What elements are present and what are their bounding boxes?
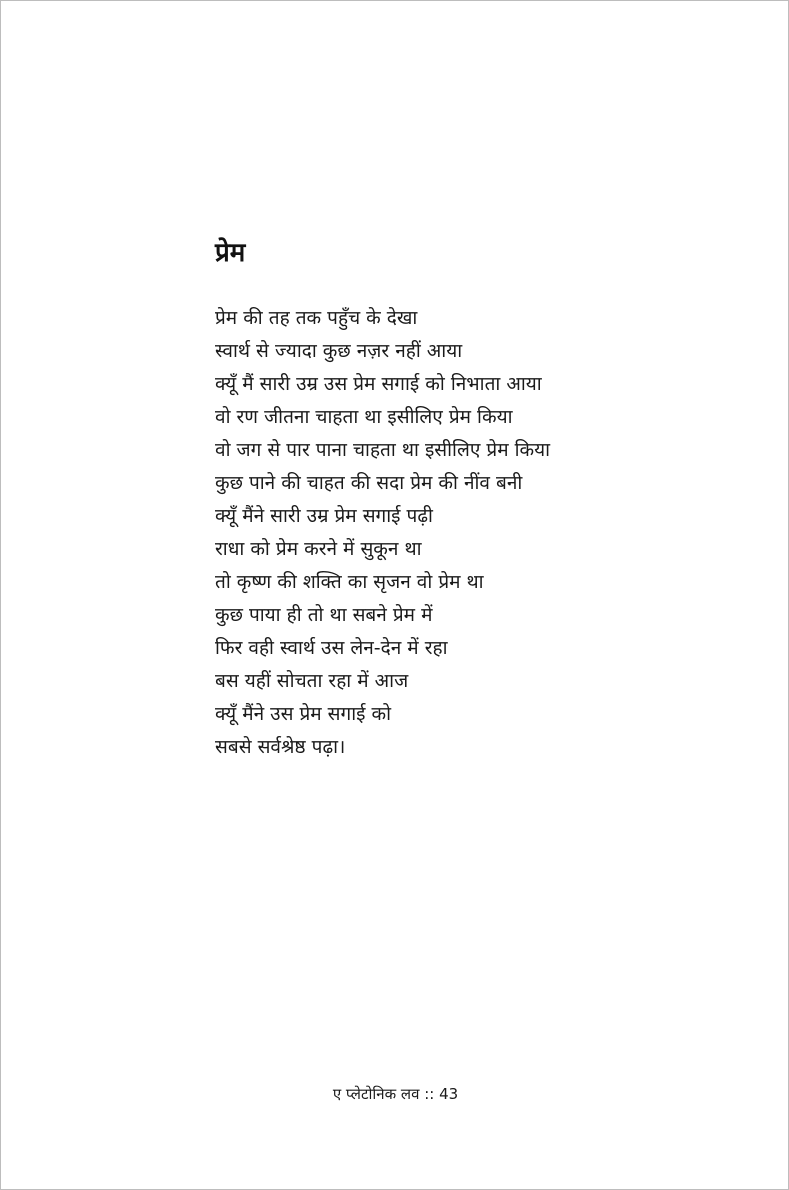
poem-line: प्रेम की तह तक पहुँच के देखा: [215, 307, 418, 329]
poem-line: वो जग से पार पाना चाहता था इसीलिए प्रेम किया: [215, 439, 551, 461]
poem-line: राधा को प्रेम करने में सुकून था: [215, 538, 422, 560]
poem-title: प्रेम: [215, 238, 246, 268]
poem-line: कुछ पाया ही तो था सबने प्रेम में: [215, 604, 433, 626]
poem-line: क्यूँ मैं सारी उम्र उस प्रेम सगाई को निभाता आया: [215, 373, 542, 395]
poem-line: बस यहीं सोचता रहा में आज: [215, 670, 409, 692]
poem-line: स्वार्थ से ज्यादा कुछ नज़र नहीं आया: [215, 340, 463, 362]
poem-line: कुछ पाने की चाहत की सदा प्रेम की नींव बनी: [215, 472, 523, 494]
poem-line: फिर वही स्वार्थ उस लेन-देन में रहा: [215, 637, 448, 659]
poem-line: सबसे सर्वश्रेष्ठ पढ़ा।: [215, 736, 346, 758]
poem-line: तो कृष्ण की शक्ति का सृजन वो प्रेम था: [215, 571, 484, 593]
page-footer: ए प्लेटोनिक लव :: 43: [332, 1085, 459, 1103]
poem-line: वो रण जीतना चाहता था इसीलिए प्रेम किया: [215, 406, 513, 428]
poem-body: [215, 302, 550, 764]
poem-line: क्यूँ मैंने उस प्रेम सगाई को: [215, 703, 392, 725]
poem-line: क्यूँ मैंने सारी उम्र प्रेम सगाई पढ़ी: [215, 505, 433, 527]
